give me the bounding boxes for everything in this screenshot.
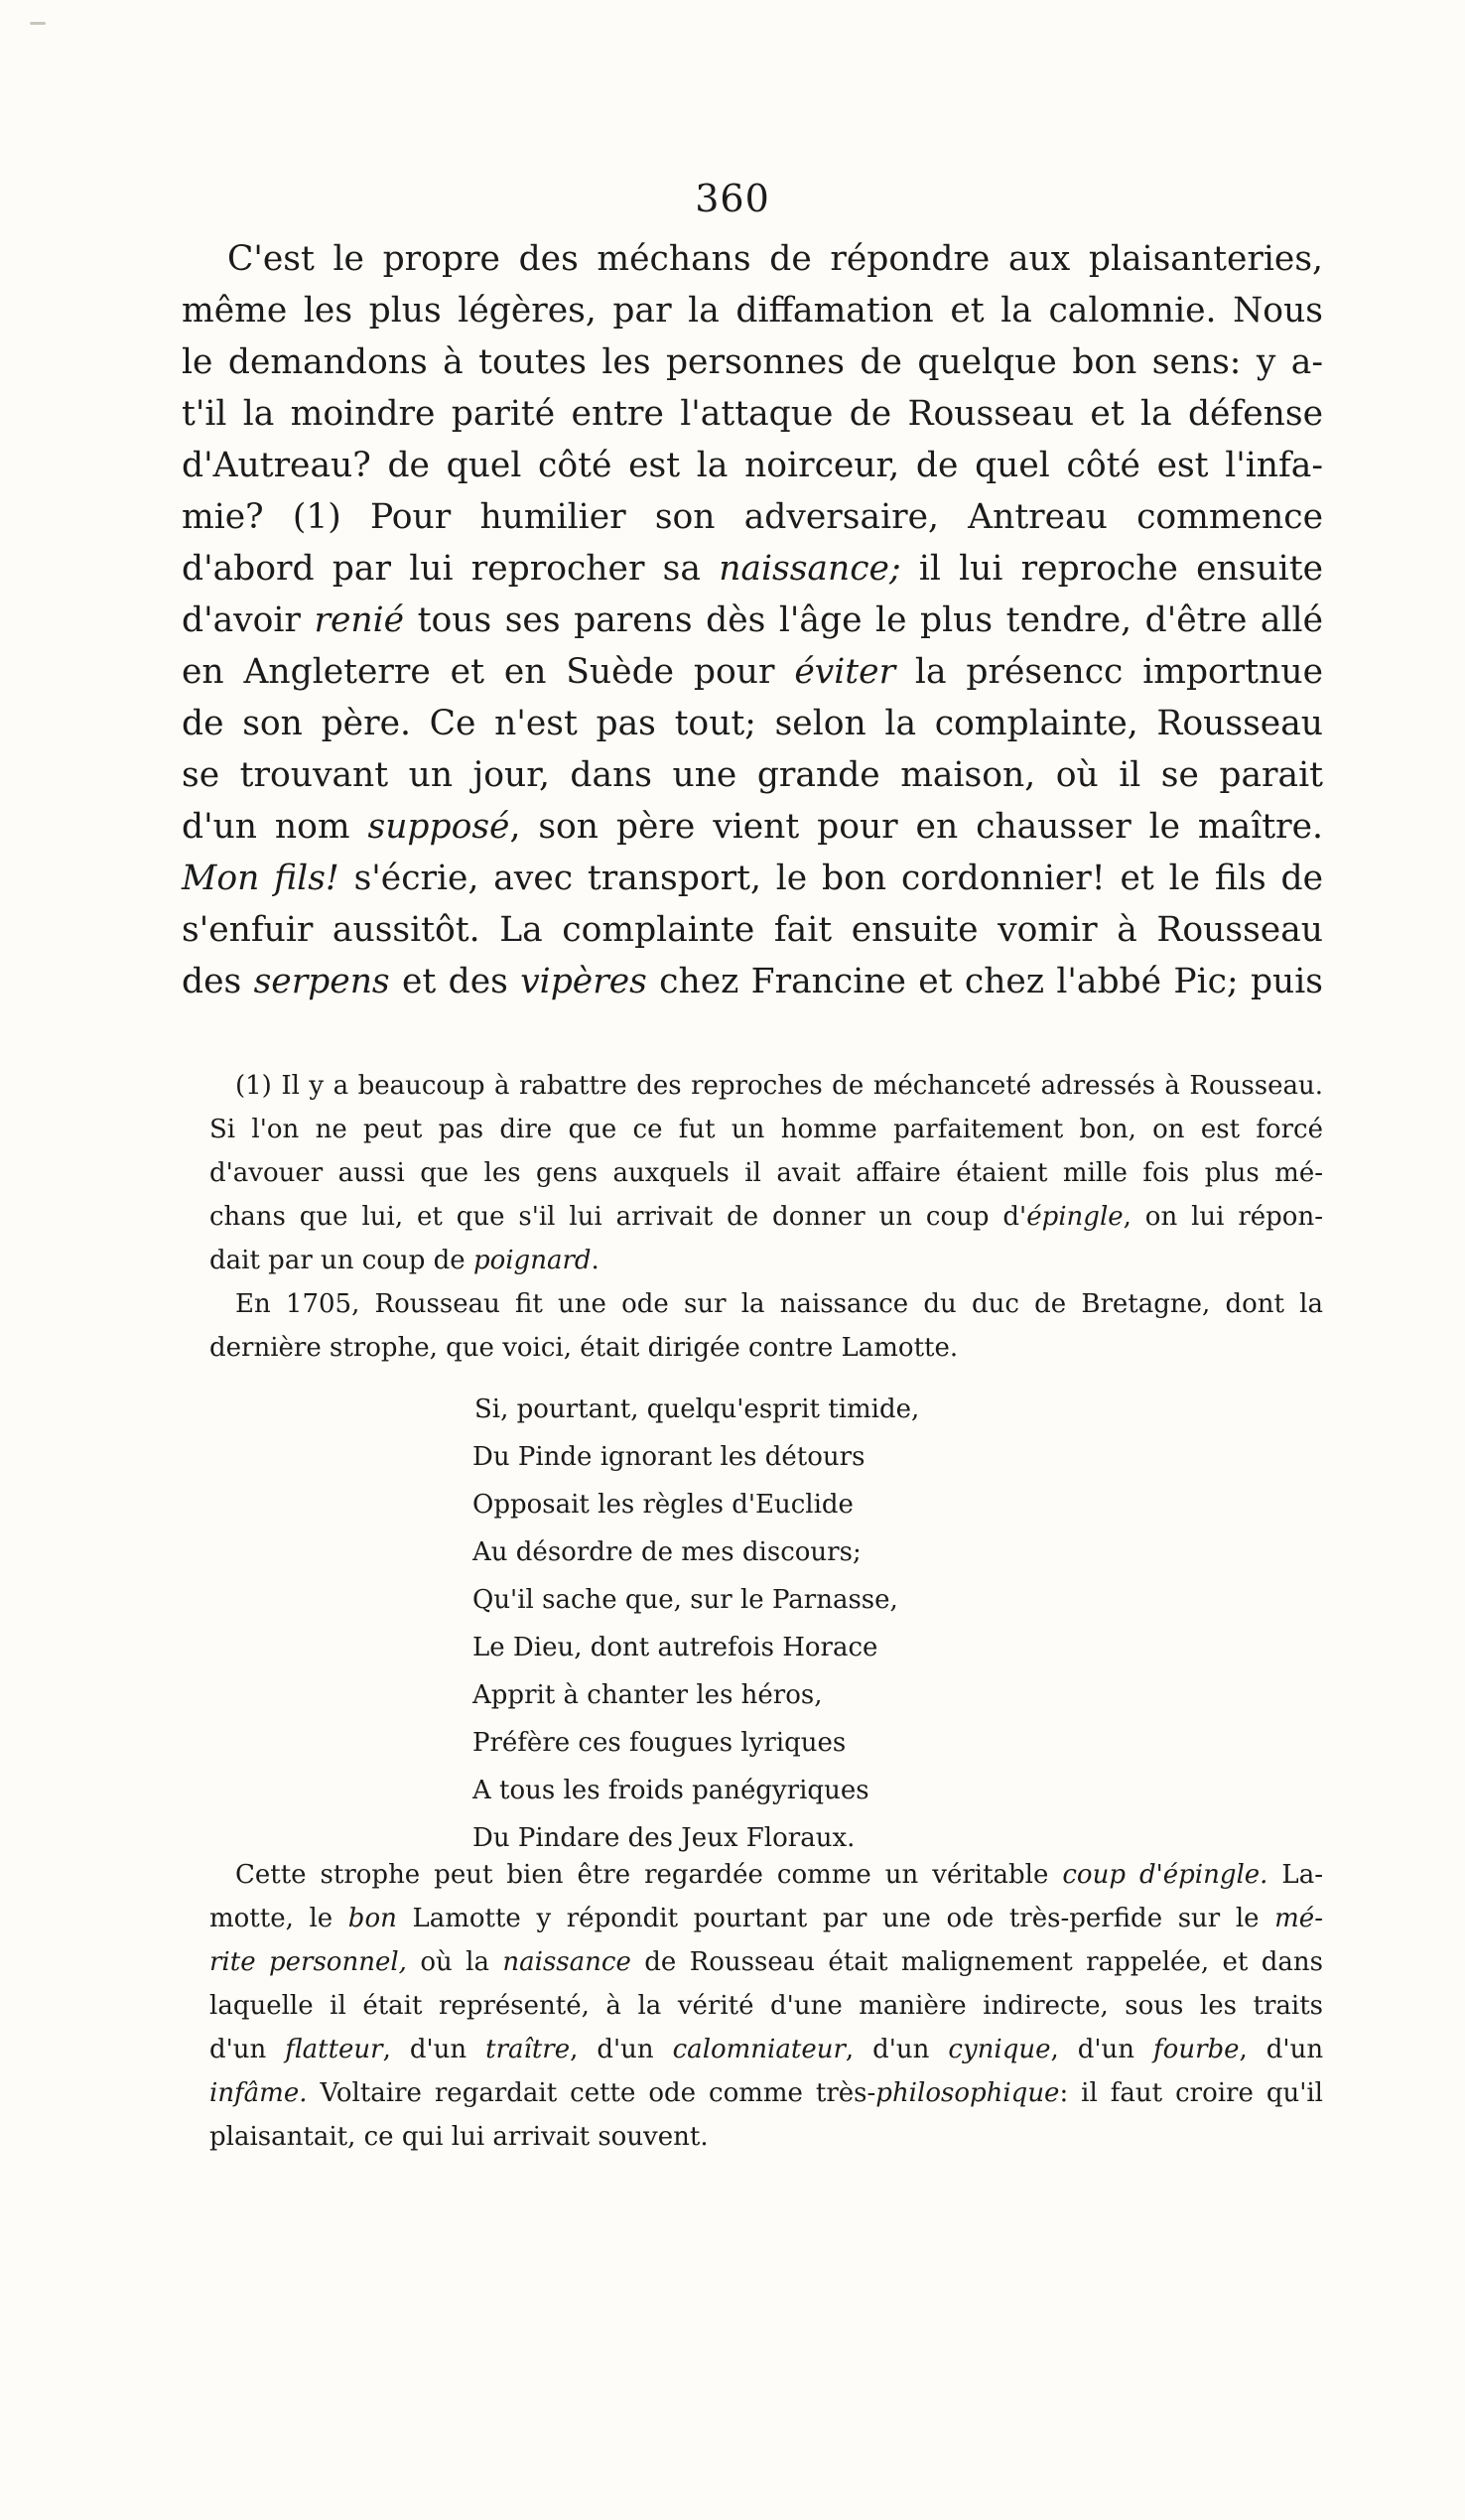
footnote-line: d'avouer aussi que les gens auxquels il avait affaire étaient mille fois plus mé- [209,1158,1323,1188]
text-line: mie? (1) Pour humilier son adversaire, Antreau commence [182,497,1323,537]
footnote [209,1064,1323,1370]
text-line: même les plus légères, par la diffamation et la calomnie. Nous [182,291,1323,331]
italic-word: Mon fils! [182,859,339,898]
italic-word: calomniateur [672,2035,846,2064]
text-line: s'enfuir aussitôt. La complainte fait ensuite vomir à Rousseau [182,910,1323,950]
text-line: d'un nom supposé, son père vient pour en chausser le maître. [182,807,1323,847]
footnote-line: dait par un coup de poignard. [209,1246,599,1275]
italic-word: fourbe [1153,2035,1240,2064]
text-line: d'abord par lui reprocher sa naissance; il lui reproche ensuite [182,549,1323,589]
italic-word: philosophique [875,2078,1060,2108]
italic-word: traître [485,2035,571,2064]
text-line: Mon fils! s'écrie, avec transport, le bon cordonnier! et le fils de [182,859,1323,898]
poem-verse: Qu'il sache que, sur le Parnasse, [472,1585,898,1615]
footnote-line: rite personnel, où la naissance de Rousseau était malignement rappelée, et dans [209,1947,1323,1977]
footnote-line: motte, le bon Lamotte y répondit pourtant par une ode très-perfide sur le mé- [209,1904,1323,1933]
poem-verse: Du Pindare des Jeux Floraux. [472,1823,856,1853]
text-line: C'est le propre des méchans de répondre aux plaisanteries, [227,239,1323,279]
italic-word: éviter [794,652,896,692]
footnote-line: Cette strophe peut bien être regardée comme un véritable coup d'épingle. La- [235,1860,1323,1890]
italic-word: serpens [253,962,390,1001]
footnote-line: chans que lui, et que s'il lui arrivait de donner un coup d'épingle, on lui répon- [209,1202,1323,1232]
scan-mark [30,22,46,25]
italic-word: cynique [948,2035,1051,2064]
text-line: t'il la moindre parité entre l'attaque de Rousseau et la défense [182,394,1323,434]
text-line: le demandons à toutes les personnes de quelque bon sens: y a- [182,342,1323,382]
poem-verse: A tous les froids panégyriques [472,1776,869,1805]
poem-verse: Si, pourtant, quelqu'esprit timide, [474,1394,920,1424]
text-line: se trouvant un jour, dans une grande maison, où il se parait [182,755,1323,795]
poem-verse: Au désordre de mes discours; [472,1537,862,1567]
italic-word: bon [347,1904,397,1933]
footnote-line: En 1705, Rousseau fit une ode sur la naissance du duc de Bretagne, dont la [235,1289,1323,1319]
footnote-line: dernière strophe, que voici, était dirigée contre Lamotte. [209,1333,959,1363]
italic-word: épingle [1026,1202,1124,1232]
footnote-line: Si l'on ne peut pas dire que ce fut un homme parfaitement bon, on est forcé [209,1115,1323,1144]
footnote-line: (1) Il y a beaucoup à rabattre des reproches de méchanceté adressés à Rousseau. [235,1071,1323,1101]
italic-word: rite personnel, [209,1947,407,1977]
italic-word: infâme. [209,2078,308,2108]
italic-word: flatteur [285,2035,383,2064]
text-line: d'avoir renié tous ses parens dès l'âge le plus tendre, d'être allé [182,600,1323,640]
text-line: en Angleterre et en Suède pour éviter la présencc importnue [182,652,1324,692]
footnote-line: infâme. Voltaire regardait cette ode comme très-philosophique: il faut croire qu'il [209,2078,1323,2108]
italic-word: poignard [472,1246,592,1275]
poem-verse: Préfère ces fougues lyriques [472,1728,847,1758]
italic-word: coup d'épingle. [1062,1860,1268,1890]
poem-stanza [472,1386,919,1862]
footnote-line: laquelle il était représenté, à la vérité d'une manière indirecte, sous les traits [209,1991,1323,2021]
italic-word: renié [314,600,405,640]
poem-verse: Le Dieu, dont autrefois Horace [472,1633,878,1662]
italic-word: naissance [502,1947,631,1977]
text-line: des serpens et des vipères chez Francine et chez l'abbé Pic; puis [182,962,1323,1001]
text-line: d'Autreau? de quel côté est la noirceur, de quel côté est l'infa- [182,446,1323,485]
italic-word: vipères [520,962,647,1001]
poem-verse: Du Pinde ignorant les détours [472,1442,866,1472]
main-paragraph [182,233,1323,1007]
poem-verse: Apprit à chanter les héros, [472,1680,823,1710]
italic-word: supposé [367,807,510,847]
poem-verse: Opposait les règles d'Euclide [472,1490,854,1520]
footnote-continuation [209,1853,1323,2159]
footnote-line: d'un flatteur, d'un traître, d'un calomniateur, d'un cynique, d'un fourbe, d'un [209,2035,1324,2064]
italic-word: naissance; [719,549,901,589]
footnote-line: plaisantait, ce qui lui arrivait souvent. [209,2122,709,2152]
page-number: 360 [695,177,770,220]
italic-word: mé- [1274,1904,1323,1933]
text-line: de son père. Ce n'est pas tout; selon la complainte, Rousseau [182,704,1323,743]
